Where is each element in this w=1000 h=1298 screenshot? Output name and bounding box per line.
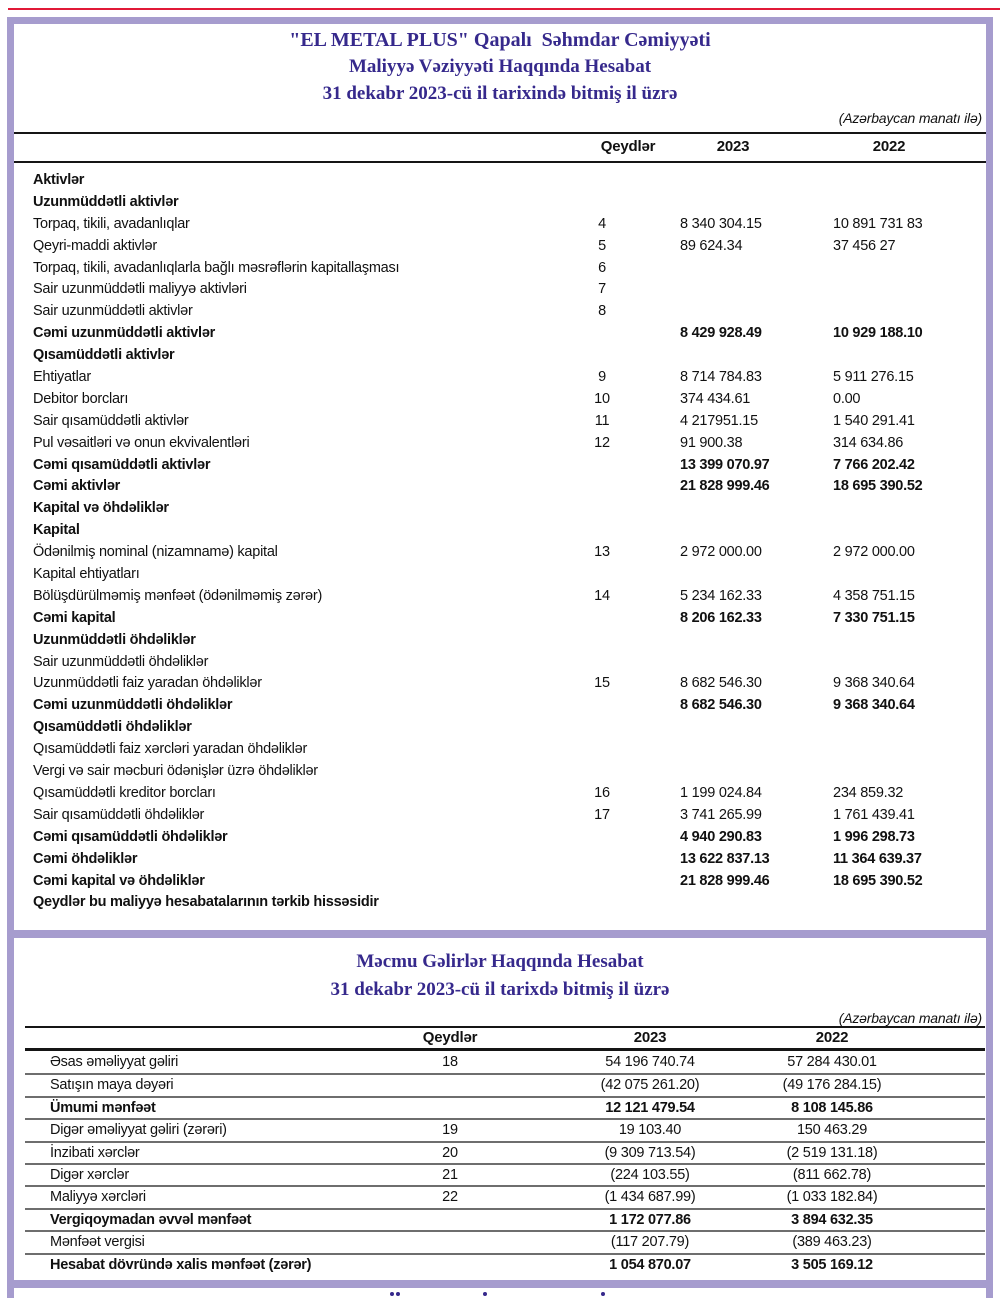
cell-v2023: 13 399 070.97 <box>680 456 770 473</box>
cell-v2023: (1 434 687.99) <box>604 1189 696 1206</box>
cell-label: Sair uzunmüddətli aktivlər <box>33 303 193 320</box>
cell-label: Cəmi qısamüddətli aktivlər <box>33 456 211 473</box>
cell-note: 22 <box>442 1189 458 1206</box>
table-row <box>14 301 986 323</box>
cell-label: Cəmi aktivlər <box>33 478 121 495</box>
cell-v2023: 5 234 162.33 <box>680 587 762 604</box>
statement1-period: 31 dekabr 2023-cü il tarixində bitmiş il üzrə <box>322 83 678 104</box>
cell-v2022: 18 695 390.52 <box>833 478 923 495</box>
cell-v2023: 8 340 304.15 <box>680 215 762 232</box>
cell-note: 10 <box>594 390 610 407</box>
cell-v2023: 13 622 837.13 <box>680 850 770 867</box>
cell-note: 21 <box>442 1166 458 1183</box>
table-row <box>25 1051 985 1073</box>
table-row <box>14 673 986 695</box>
table-row <box>14 258 986 280</box>
cell-v2023: (224 103.55) <box>610 1166 690 1183</box>
cell-v2023: 374 434.61 <box>680 390 751 407</box>
cell-label: Cəmi öhdəliklər <box>33 850 138 867</box>
cell-v2022: (49 176 284.15) <box>782 1077 882 1094</box>
header-rule-bottom-1 <box>14 161 986 163</box>
table-row <box>14 214 986 236</box>
cell-v2022: 0.00 <box>833 390 861 407</box>
cell-v2023: (9 309 713.54) <box>604 1144 696 1161</box>
table-row <box>14 805 986 827</box>
cell-note: 12 <box>594 434 610 451</box>
cell-label: Torpaq, tikili, avadanlıqlar <box>33 215 190 232</box>
cell-note: 18 <box>442 1054 458 1070</box>
cell-note: 5 <box>598 237 606 254</box>
cell-label: Qısamüddətli aktivlər <box>33 347 175 364</box>
table-row <box>25 1185 985 1207</box>
cell-v2023: 21 828 999.46 <box>680 478 770 495</box>
cell-note: 15 <box>594 675 610 692</box>
cell-label: Mənfəət vergisi <box>50 1234 145 1251</box>
table-row <box>25 1253 985 1275</box>
cell-label: Kapital və öhdəliklər <box>33 500 169 517</box>
cell-v2022: 18 695 390.52 <box>833 872 923 889</box>
cell-label: Cəmi kapital və öhdəliklər <box>33 872 205 889</box>
frame-border-left <box>7 17 14 1298</box>
cell-v2023: 1 172 077.86 <box>609 1211 691 1228</box>
cropped-title-dot <box>601 1292 605 1296</box>
balance-sheet-rows <box>14 170 986 914</box>
table-row <box>25 1073 985 1095</box>
column-header-2023-1: 2023 <box>716 138 750 155</box>
cell-note: 7 <box>598 281 606 298</box>
table-row <box>25 1096 985 1118</box>
cell-label: Uzunmüddətli öhdəliklər <box>33 631 196 648</box>
cell-v2022: (811 662.78) <box>792 1166 872 1183</box>
cell-label: Kapital <box>33 522 80 539</box>
table-row <box>14 411 986 433</box>
column-header-notes-2: Qeydlər <box>422 1029 478 1046</box>
cell-label: Torpaq, tikili, avadanlıqlarla bağlı məsrəflərin kapitallaşması <box>33 259 400 276</box>
table-row <box>14 455 986 477</box>
table-row <box>14 433 986 455</box>
cell-note: 4 <box>598 215 606 232</box>
cell-label: Pul vəsaitləri və onun ekvivalentləri <box>33 434 250 451</box>
table-row <box>14 717 986 739</box>
table-row <box>14 761 986 783</box>
cell-v2022: (389 463.23) <box>792 1234 872 1251</box>
table-row <box>14 520 986 542</box>
cell-label: Uzunmüddətli faiz yaradan öhdəliklər <box>33 675 262 692</box>
cropped-title-dot <box>396 1292 400 1296</box>
column-header-notes-1: Qeydlər <box>600 138 656 155</box>
cell-v2023: 12 121 479.54 <box>605 1099 695 1116</box>
cell-v2022: 314 634.86 <box>833 434 904 451</box>
cell-v2022: 1 996 298.73 <box>833 828 915 845</box>
cell-v2023: (42 075 261.20) <box>600 1077 700 1094</box>
table-row <box>14 192 986 214</box>
cell-label: Əsas əməliyyat gəliri <box>50 1054 179 1070</box>
cell-v2022: 5 911 276.15 <box>833 369 914 386</box>
cell-v2022: 150 463.29 <box>796 1122 868 1139</box>
cell-label: Sair uzunmüddətli maliyyə aktivləri <box>33 281 247 298</box>
cell-label: Aktivlər <box>33 172 85 188</box>
cell-v2022: 3 505 169.12 <box>791 1256 873 1273</box>
currency-note-1: (Azərbaycan manatı ilə) <box>838 110 982 126</box>
cell-label: Cəmi kapital <box>33 609 116 626</box>
cell-v2023: 8 682 546.30 <box>680 697 762 714</box>
cropped-title-dot <box>390 1292 394 1296</box>
cell-v2022: 3 894 632.35 <box>791 1211 873 1228</box>
table-row <box>14 871 986 893</box>
cell-label: İnzibati xərclər <box>50 1144 140 1161</box>
cell-v2023: 2 972 000.00 <box>680 544 762 561</box>
cell-note: 6 <box>598 259 606 276</box>
cell-v2022: 10 929 188.10 <box>833 325 923 342</box>
cell-v2023: 89 624.34 <box>680 237 743 254</box>
table-row <box>14 608 986 630</box>
cell-label: Sair qısamüddətli öhdəliklər <box>33 806 205 823</box>
cell-v2022: 37 456 27 <box>833 237 896 254</box>
table-row <box>14 542 986 564</box>
cell-v2023: 4 940 290.83 <box>680 828 762 845</box>
cell-label: Ödənilmiş nominal (nizamnamə) kapital <box>33 544 278 561</box>
table-row <box>14 695 986 717</box>
cell-v2023: 8 714 784.83 <box>680 369 762 386</box>
cell-v2023: 19 103.40 <box>618 1122 682 1139</box>
cell-label: Satışın maya dəyəri <box>50 1077 174 1094</box>
cell-v2022: 4 358 751.15 <box>833 587 915 604</box>
cell-label: Cəmi uzunmüddətli öhdəliklər <box>33 697 233 714</box>
cell-label: Debitor borcları <box>33 390 129 407</box>
table-row <box>14 827 986 849</box>
cell-v2022: 57 284 430.01 <box>787 1054 877 1070</box>
cell-label: Ümumi mənfəət <box>50 1099 156 1116</box>
table-row <box>14 345 986 367</box>
cell-v2023: 54 196 740.74 <box>605 1054 695 1070</box>
cell-note: 13 <box>594 544 610 561</box>
table-row <box>25 1208 985 1230</box>
cell-v2022: 234 859.32 <box>833 784 904 801</box>
table-row <box>14 652 986 674</box>
cell-label: Kapital ehtiyatları <box>33 566 140 583</box>
statement2-period: 31 dekabr 2023-cü il tarixdə bitmiş il üzrə <box>330 979 670 1000</box>
table-row <box>25 1118 985 1140</box>
cell-label: Qısamüddətli öhdəliklər <box>33 719 192 736</box>
cell-note: 16 <box>594 784 610 801</box>
cell-v2023: 1 054 870.07 <box>609 1256 691 1273</box>
cell-label: Qısamüddətli kreditor borcları <box>33 784 216 801</box>
cell-label: Sair qısamüddətli aktivlər <box>33 412 189 429</box>
table-row <box>14 476 986 498</box>
cell-v2023: 8 206 162.33 <box>680 609 762 626</box>
table-row <box>14 279 986 301</box>
table-row <box>14 389 986 411</box>
table-row <box>14 892 986 914</box>
cell-label: Cəmi qısamüddətli öhdəliklər <box>33 828 228 845</box>
cell-note: 20 <box>442 1144 458 1161</box>
table-row <box>14 849 986 871</box>
table-row <box>14 739 986 761</box>
cell-v2022: 1 540 291.41 <box>833 412 915 429</box>
cell-v2023: 1 199 024.84 <box>680 784 762 801</box>
frame-border-top <box>7 17 993 24</box>
table-row <box>14 783 986 805</box>
cell-label: Qısamüddətli faiz xərcləri yaradan öhdəliklər <box>33 741 308 758</box>
company-title: "EL METAL PLUS" Qapalı Səhmdar Cəmiyyəti <box>289 29 711 51</box>
frame-border-right <box>986 17 993 1298</box>
currency-note-2: (Azərbaycan manatı ilə) <box>838 1010 982 1026</box>
cell-v2022: 2 972 000.00 <box>833 544 915 561</box>
cell-label: Uzunmüddətli aktivlər <box>33 193 179 210</box>
cell-note: 11 <box>594 412 610 429</box>
cell-label: Vergi və sair məcburi ödənişlər üzrə öhdəliklər <box>33 763 318 780</box>
income-statement-panel <box>14 938 986 1280</box>
cell-v2022: 7 766 202.42 <box>833 456 915 473</box>
income-statement-rows <box>25 1051 985 1275</box>
cell-label: Qeyri-maddi aktivlər <box>33 237 157 254</box>
cell-v2022: 1 761 439.41 <box>833 806 915 823</box>
cell-v2023: 4 217951.15 <box>680 412 758 429</box>
balance-sheet-panel <box>14 24 986 930</box>
table-row <box>14 498 986 520</box>
cell-label: Digər xərclər <box>50 1166 129 1183</box>
table-row <box>14 367 986 389</box>
cell-v2022: 7 330 751.15 <box>833 609 915 626</box>
column-header-2023-2: 2023 <box>633 1029 667 1046</box>
table-row <box>14 564 986 586</box>
cell-label: Ehtiyatlar <box>33 369 91 386</box>
cell-v2022: 10 891 731 83 <box>833 215 923 232</box>
table-row <box>25 1163 985 1185</box>
table-row <box>14 323 986 345</box>
top-red-rule <box>8 8 1000 10</box>
cell-note: 9 <box>598 369 606 386</box>
cell-v2022: (2 519 131.18) <box>786 1144 878 1161</box>
cell-v2022: 8 108 145.86 <box>791 1099 873 1116</box>
table-row <box>14 170 986 192</box>
cell-note: 14 <box>594 587 610 604</box>
table-row <box>14 236 986 258</box>
table-row <box>14 586 986 608</box>
cropped-title-dot <box>483 1292 487 1296</box>
column-header-2022-1: 2022 <box>872 138 906 155</box>
cell-v2022: 9 368 340.64 <box>833 697 915 714</box>
column-header-2022-2: 2022 <box>815 1029 849 1046</box>
cell-v2023: 91 900.38 <box>680 434 743 451</box>
cell-label: Maliyyə xərcləri <box>50 1189 146 1206</box>
cell-label: Bölüşdürülməmiş mənfəət (ödənilməmiş zərər) <box>33 587 323 604</box>
frame-divider-1 <box>7 930 993 938</box>
cell-label: Digər əməliyyat gəliri (zərəri) <box>50 1122 227 1139</box>
statement2-title: Məcmu Gəlirlər Haqqında Hesabat <box>356 951 644 972</box>
cell-label: Vergiqoymadan əvvəl mənfəət <box>50 1211 252 1228</box>
cell-v2022: (1 033 182.84) <box>786 1189 878 1206</box>
header-rule-top-1 <box>14 132 986 134</box>
cell-label: Hesabat dövründə xalis mənfəət (zərər) <box>50 1256 312 1273</box>
cell-label: Cəmi uzunmüddətli aktivlər <box>33 325 216 342</box>
cell-v2022: 11 364 639.37 <box>833 850 922 867</box>
frame-divider-2 <box>7 1280 993 1288</box>
statement1-title: Maliyyə Vəziyyəti Haqqında Hesabat <box>348 56 652 77</box>
cell-note: 19 <box>442 1122 458 1139</box>
table-row <box>25 1141 985 1163</box>
cell-v2023: 21 828 999.46 <box>680 872 770 889</box>
cell-label: Qeydlər bu maliyyə hesabatalarının tərkib hissəsidir <box>33 894 379 911</box>
table-row <box>14 630 986 652</box>
cell-note: 8 <box>598 303 606 320</box>
table-row <box>25 1230 985 1252</box>
cell-v2023: (117 207.79) <box>610 1234 690 1251</box>
cell-label: Sair uzunmüddətli öhdəliklər <box>33 653 209 670</box>
cell-v2023: 8 429 928.49 <box>680 325 762 342</box>
cell-note: 17 <box>594 806 610 823</box>
cell-v2023: 8 682 546.30 <box>680 675 762 692</box>
cell-v2022: 9 368 340.64 <box>833 675 915 692</box>
cell-v2023: 3 741 265.99 <box>680 806 762 823</box>
